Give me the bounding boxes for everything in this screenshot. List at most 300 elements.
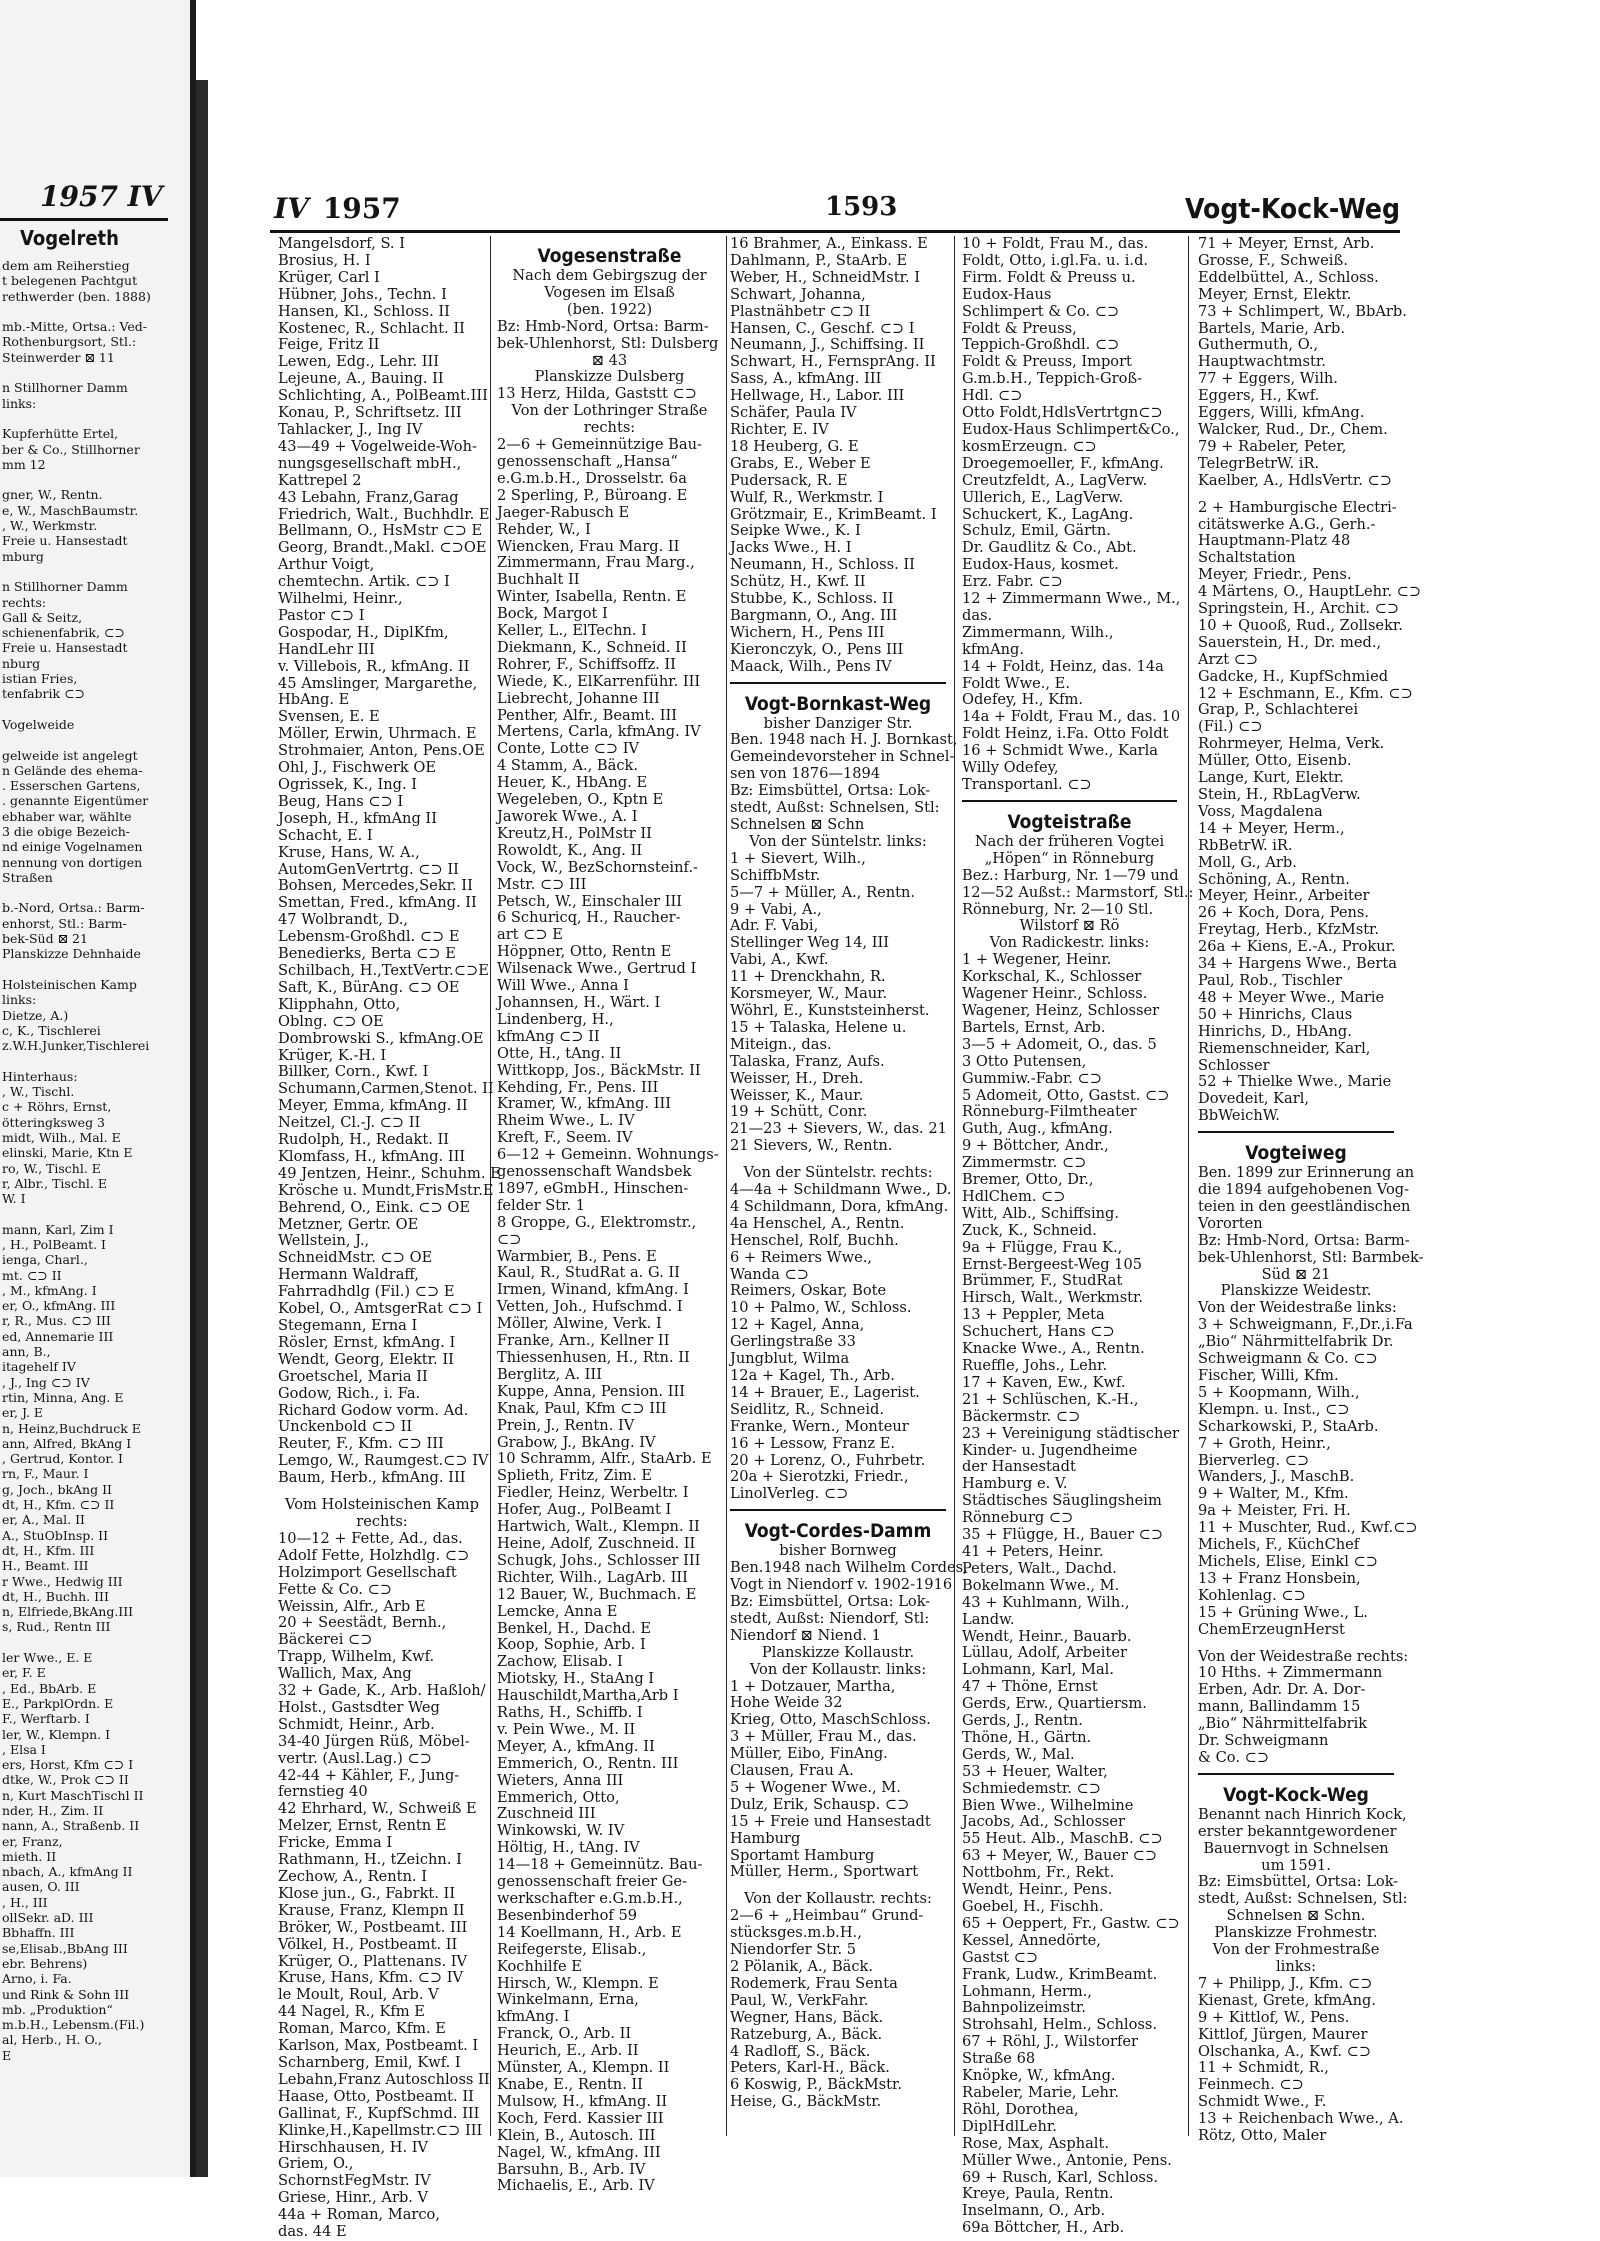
directory-entry: SchiffbMstr.: [730, 866, 821, 884]
left-page-line: midt, Wilh., Mal. E: [2, 1129, 121, 1145]
directory-entry: Bz: Hmb-Nord, Ortsa: Barm-: [1198, 1231, 1410, 1249]
directory-entry: Städtisches Säuglingsheim: [962, 1492, 1162, 1510]
directory-entry: & Co. ⊂⊃: [1198, 1748, 1270, 1766]
left-page-line: b.-Nord, Ortsa.: Barm-: [2, 900, 145, 916]
directory-entry: Meyer, Emma, kfmAng. II: [278, 1097, 468, 1115]
left-page-line: [2, 1635, 168, 1650]
section-caption: Von der Süntelstr. rechts:: [743, 1164, 933, 1182]
directory-entry: das. 44 E: [278, 2223, 347, 2241]
directory-entry: Hdl. ⊂⊃: [962, 387, 1023, 405]
directory-entry: Schacht, E. I: [278, 826, 373, 844]
directory-entry: Eudox-Haus: [962, 285, 1052, 303]
left-page-line: rtin, Minna, Ang. E: [2, 1389, 124, 1405]
directory-entry: Kobel, O., AmtsgerRat ⊂⊃ I: [278, 1300, 483, 1318]
directory-entry: Mertens, Carla, kfmAng. IV: [497, 723, 701, 741]
directory-entry: Wiede, K., ElKarrenführ. III: [497, 672, 701, 690]
directory-entry: Jacobs, Ad., Schlosser: [962, 1813, 1126, 1831]
directory-entry: Nagel, W., kfmAng. III: [497, 2143, 661, 2161]
directory-entry: Gastst ⊂⊃: [962, 1948, 1039, 1966]
left-page-line: dem am Reiherstieg: [2, 258, 130, 273]
section-caption: Planskizze Weidestr.: [1220, 1282, 1372, 1300]
left-page-line: Holsteinischen Kamp: [2, 976, 137, 992]
directory-entry: Otto Foldt,HdlsVertrtgn⊂⊃: [962, 404, 1163, 422]
page-header: [270, 192, 1400, 228]
directory-entry: Bahnpolizeimstr.: [962, 1999, 1086, 2017]
directory-entry: 35 + Flügge, H., Bauer ⊂⊃: [962, 1526, 1164, 1544]
directory-entry: 44a + Roman, Marco,: [278, 2206, 440, 2224]
directory-entry: ChemErzeugnHerst: [1198, 1620, 1345, 1638]
directory-entry: 12—52 Außst.: Marmstorf, Stl.:: [962, 883, 1194, 901]
directory-entry: Smettan, Fred., kfmAng. II: [278, 894, 477, 912]
left-page-line: r Wwe., Hedwig III: [2, 1573, 123, 1589]
directory-entry: 14 Koellmann, H., Arb. E: [497, 1923, 682, 1941]
directory-entry: fernstieg 40: [278, 1783, 368, 1801]
directory-entry: TelegrBetrW. iR.: [1198, 454, 1320, 472]
street-title: Vogt-Kock-Weg: [1223, 1783, 1369, 1806]
left-page-line: [2, 564, 168, 579]
directory-entry: Straße 68: [962, 2050, 1036, 2068]
directory-entry: Sauerstein, H., Dr. med.,: [1198, 633, 1382, 651]
directory-entry: Hauschildt,Martha,Arb I: [497, 1687, 679, 1705]
directory-entry: Wanders, J., MaschB.: [1198, 1468, 1355, 1486]
section-caption: Nach der früheren Vogtei: [974, 832, 1165, 850]
directory-entry: 20a + Sierotzki, Friedr.,: [730, 1468, 909, 1486]
directory-entry: Wendt, Heinr., Bauarb.: [962, 1627, 1132, 1645]
directory-entry: genossenschaft „Hansa“: [497, 452, 678, 470]
directory-entry: Adolf Fette, Holzhdlg. ⊂⊃: [278, 1546, 470, 1564]
directory-entry: Hirschhausen, H. IV: [278, 2138, 429, 2156]
directory-entry: Conte, Lotte ⊂⊃ IV: [497, 740, 640, 758]
directory-entry: Fricke, Emma I: [278, 1834, 393, 1852]
left-page-line: gelweide ist angelegt: [2, 747, 138, 763]
directory-entry: Möller, Alwine, Verk. I: [497, 1315, 662, 1333]
directory-entry: DiplHdlLehr.: [962, 2117, 1057, 2135]
directory-entry: Grosse, F., Schweiß.: [1198, 251, 1348, 269]
directory-entry: bek-Uhlenhorst, Stl: Barmbek-: [1198, 1248, 1424, 1266]
directory-entry: 79 + Rabeler, Peter,: [1198, 437, 1347, 455]
directory-entry: Schumann,Carmen,Stenot. II: [278, 1080, 494, 1098]
directory-entry: Dr. Gaudlitz & Co., Abt.: [962, 539, 1137, 557]
directory-entry: Rohrer, F., Schiffsoffz. II: [497, 655, 676, 673]
directory-entry: Inselmann, O., Arb.: [962, 2202, 1106, 2220]
directory-entry: Henschel, Rolf, Buchh.: [730, 1231, 899, 1249]
directory-entry: 69 + Rusch, Karl, Schloss.: [962, 2168, 1158, 2186]
left-page-line: H., Beamt. III: [2, 1558, 89, 1574]
section-caption: „Höpen“ in Rönneburg: [984, 849, 1155, 867]
directory-entry: Wagener Heinr., Schloss.: [962, 985, 1148, 1003]
directory-entry: Schütz, H., Kwf. II: [730, 573, 866, 591]
left-page-line: dt, H., Buchh. III: [2, 1588, 109, 1604]
left-page-line: E: [2, 2047, 12, 2063]
directory-entry: Lebensm-Großhdl. ⊂⊃ E: [278, 928, 460, 946]
directory-entry: Seidlitz, R., Schneid.: [730, 1400, 884, 1418]
left-page-line: Planskizze Dehnhaide: [2, 946, 141, 962]
directory-entry: 10—12 + Fette, Ad., das.: [278, 1529, 463, 1547]
left-page-line: dt, H., Kfm. ⊂⊃ II: [2, 1497, 115, 1513]
directory-entry: Irmen, Winand, kfmAng. I: [497, 1281, 689, 1299]
left-page-line: n Gelände des ehema-: [2, 762, 143, 778]
directory-entry: kfmAng. I: [497, 2008, 570, 2026]
directory-entry: Wallich, Max, Ang: [278, 1665, 412, 1683]
directory-entry: Foldt Wwe., E.: [962, 674, 1070, 692]
street-title: Vogteistraße: [1007, 810, 1132, 833]
directory-entry: BbWeichW.: [1198, 1107, 1280, 1125]
directory-entry: Otte, H., tAng. II: [497, 1044, 622, 1062]
directory-entry: vertr. (Ausl.Lag.) ⊂⊃: [278, 1749, 432, 1767]
left-page-line: nennung von dortigen: [2, 854, 143, 870]
directory-entry: Kohlenlag. ⊂⊃: [1198, 1586, 1306, 1604]
directory-entry: Roman, Marco, Kfm. E: [278, 2020, 446, 2038]
directory-entry: Arzt ⊂⊃: [1198, 650, 1259, 668]
left-page-line: ollSekr. aD. III: [2, 1910, 94, 1926]
directory-entry: Miotsky, H., StaAng I: [497, 1670, 655, 1688]
left-page-line: ers, Horst, Kfm ⊂⊃ I: [2, 1757, 134, 1773]
directory-entry: 10 Hths. + Zimmermann: [1198, 1664, 1383, 1682]
section-caption: Benannt nach Hinrich Kock,: [1198, 1805, 1407, 1823]
directory-entry: Baum, Herb., kfmAng. III: [278, 1469, 466, 1487]
directory-entry: Kreft, F., Seem. IV: [497, 1129, 633, 1147]
left-page-line: Rothenburgsort, Stl.:: [2, 334, 137, 350]
directory-entry: Gallinat, F., KupfSchmd. III: [278, 2104, 480, 2122]
directory-entry: Schuckert, K., LagAng.: [962, 505, 1134, 523]
directory-entry: Heine, Adolf, Zuschneid. II: [497, 1534, 696, 1552]
directory-entry: 4—4a + Schildmann Wwe., D.: [730, 1181, 952, 1199]
directory-entry: Wiencken, Frau Marg. II: [497, 537, 680, 555]
directory-entry: 13 + Reichenbach Wwe., A.: [1198, 2110, 1404, 2128]
directory-entry: Holzimport Gesellschaft: [278, 1563, 457, 1581]
left-page-line: er, J. E: [2, 1405, 44, 1421]
directory-entry: Münster, A., Klempn. II: [497, 2059, 670, 2077]
section-caption: rechts:: [356, 1512, 408, 1530]
directory-entry: Winkelmann, Erna,: [497, 1991, 639, 2009]
directory-entry: „Bio“ Nährmittelfabrik Dr.: [1198, 1333, 1394, 1351]
directory-entry: 44 Nagel, R., Kfm E: [278, 2003, 425, 2021]
directory-entry: Schmidt, Heinr., Arb.: [278, 1715, 435, 1733]
directory-entry: Ernst-Bergeest-Weg 105: [962, 1255, 1143, 1273]
left-page-line: schienenfabrik, ⊂⊃: [2, 625, 125, 641]
directory-entry: Friedrich, Walt., Buchhdlr. E: [278, 505, 490, 523]
directory-entry: Freytag, Herb., KfzMstr.: [1198, 921, 1380, 939]
directory-entry: (Fil.) ⊂⊃: [1198, 718, 1263, 736]
left-page-line: Arno, i. Fa.: [2, 1971, 72, 1987]
directory-entry: Wanda ⊂⊃: [730, 1265, 809, 1283]
directory-entry: 4 Stamm, A., Bäck.: [497, 757, 638, 775]
left-page-line: links:: [2, 395, 37, 411]
directory-entry: Griese, Hinr., Arb. V: [278, 2189, 429, 2207]
directory-entry: Weber, H., SchneidMstr. I: [730, 268, 921, 286]
directory-entry: 1897, eGmbH., Hinschen-: [497, 1179, 689, 1197]
directory-entry: Eggers, H., Kwf.: [1198, 387, 1320, 405]
left-page-line: [2, 732, 168, 747]
directory-entry: Möller, Erwin, Uhrmach. E: [278, 725, 477, 743]
directory-entry: Gummiw.-Fabr. ⊂⊃: [962, 1069, 1103, 1087]
directory-entry: Michels, Elise, Einkl ⊂⊃: [1198, 1552, 1378, 1570]
left-page-line: mb.-Mitte, Ortsa.: Ved-: [2, 319, 148, 335]
left-page-line: ber & Co., Stillhorner: [2, 441, 140, 457]
directory-entry: Arthur Voigt,: [278, 556, 375, 574]
directory-entry: Schlichting, A., PolBeamt.III: [278, 387, 488, 405]
directory-entry: 43 Lebahn, Franz,Garag: [278, 488, 459, 506]
left-page-street-title: Vogelreth: [20, 226, 119, 250]
directory-entry: Creutzfeldt, A., LagVerw.: [962, 471, 1148, 489]
directory-entry: Gospodar, H., DiplKfm,: [278, 623, 449, 641]
left-page-line: istian Fries,: [2, 671, 78, 687]
left-page-line: mann, Karl, Zim I: [2, 1221, 114, 1237]
left-page-line: r, R., Mus. ⊂⊃ III: [2, 1313, 111, 1329]
left-page-line: dt, H., Kfm. III: [2, 1542, 95, 1558]
directory-entry: Hofer, Aug., PolBeamt I: [497, 1501, 672, 1519]
directory-entry: Grötzmair, E., KrimBeamt. I: [730, 505, 937, 523]
directory-entry: Konau, P., Schriftsetz. III: [278, 404, 462, 422]
directory-entry: 14 + Brauer, E., Lagerist.: [730, 1383, 920, 1401]
directory-entry: Ogrissek, K., Ing. I: [278, 776, 418, 793]
left-page-line: , Ed., BbArb. E: [2, 1680, 97, 1696]
directory-entry: 16 + Lessow, Franz E.: [730, 1434, 896, 1452]
directory-entry: felder Str. 1: [497, 1196, 586, 1214]
directory-entry: Peters, Walt., Dachd.: [962, 1559, 1117, 1577]
directory-entry: Krüger, K.-H. I: [278, 1046, 387, 1064]
left-page-line: W. I: [2, 1191, 26, 1207]
directory-entry: 19 + Schütt, Conr.: [730, 1103, 868, 1121]
header-roman: IV: [274, 192, 309, 225]
directory-entry: Hansen, C., Geschf. ⊂⊃ I: [730, 319, 915, 337]
left-page-line: Freie u. Hansestadt: [2, 640, 128, 656]
directory-entry: Schilbach, H.,TextVertr.⊂⊃E: [278, 961, 489, 979]
left-page-line: gner, W., Rentn.: [2, 487, 103, 503]
directory-entry: Voss, Magdalena: [1198, 802, 1323, 820]
directory-entry: Saft, K., BürAng. ⊂⊃ OE: [278, 978, 460, 996]
directory-entry: Dulz, Erik, Schausp. ⊂⊃: [730, 1795, 910, 1813]
directory-entry: Erz. Fabr. ⊂⊃: [962, 573, 1063, 591]
directory-entry: Franke, Arn., Kellner II: [497, 1332, 670, 1350]
street-title: Vogteiweg: [1245, 1142, 1347, 1165]
directory-entry: Sportamt Hamburg: [730, 1846, 875, 1864]
directory-entry: 9 + Vabi, A.,: [730, 900, 822, 918]
directory-entry: Jacks Wwe., H. I: [730, 539, 852, 557]
directory-entry: Erben, Adr. Dr. A. Dor-: [1198, 1681, 1366, 1699]
section-caption: ⊠ 43: [591, 351, 628, 369]
directory-entry: Feige, Fritz II: [278, 336, 380, 354]
directory-entry: 18 Heuberg, G. E: [730, 437, 859, 455]
column-divider: [954, 236, 955, 2136]
left-page-line: [2, 885, 168, 900]
directory-entry: stedt, Außst: Schnelsen, Stl:: [730, 799, 940, 817]
directory-entry: 6 Koswig, P., BäckMstr.: [730, 2076, 903, 2094]
directory-entry: Droegemoeller, F., kfmAng.: [962, 454, 1164, 472]
directory-entry: Gadcke, H., KupfSchmied: [1198, 667, 1389, 685]
directory-entry: Rönneburg-Filmtheater: [962, 1103, 1137, 1121]
left-page-line: er, O., kfmAng. III: [2, 1298, 116, 1314]
directory-entry: Niendorfer Str. 5: [730, 1941, 857, 1959]
directory-entry: Melzer, Ernst, Rentn E: [278, 1817, 447, 1835]
directory-entry: Diekmann, K., Schneid. II: [497, 638, 687, 656]
section-caption: Wilstorf ⊠ Rö: [1019, 917, 1120, 935]
directory-entry: Wegner, Hans, Bäck.: [730, 2008, 884, 2026]
left-page-header: 1957 IV: [40, 180, 163, 213]
directory-entry: Müller Wwe., Antonie, Pens.: [962, 2151, 1172, 2169]
section-caption: Von der Weidestraße links:: [1198, 1299, 1397, 1317]
directory-entry: 47 Wolbrandt, D.,: [278, 911, 409, 929]
directory-entry: Benedierks, Berta ⊂⊃ E: [278, 945, 456, 963]
directory-entry: 3 + Schweigmann, F.,Dr.,i.Fa: [1198, 1316, 1413, 1334]
directory-entry: 5 + Koopmann, Wilh.,: [1198, 1383, 1360, 1401]
directory-entry: Ben. 1899 zur Erinnerung an: [1198, 1164, 1415, 1182]
section-caption: links:: [1276, 1958, 1316, 1975]
directory-entry: Oblng. ⊂⊃ OE: [278, 1012, 384, 1030]
directory-entry: 63 + Meyer, W., Bauer ⊂⊃: [962, 1847, 1158, 1865]
directory-entry: Eggers, Willi, kfmAng.: [1198, 404, 1365, 422]
left-page-line: ro, W., Tischl. E: [2, 1160, 101, 1176]
directory-entry: Dahlmann, P., StaArb. E: [730, 251, 908, 269]
directory-entry: mann, Ballindamm 15: [1198, 1698, 1361, 1716]
header-volume-year: [274, 192, 401, 225]
directory-entry: werkschafter e.G.m.b.H.,: [497, 1890, 683, 1907]
directory-entry: Warmbier, B., Pens. E: [497, 1247, 657, 1265]
directory-entry: Foldt Heinz, i.Fa. Otto Foldt: [962, 725, 1169, 743]
directory-entry: HbAng. E: [278, 691, 350, 709]
directory-entry: 12 + Kagel, Anna,: [730, 1316, 865, 1334]
directory-entry: Bröker, W., Postbeamt. III: [278, 1918, 468, 1936]
directory-entry: LinolVerleg. ⊂⊃: [730, 1485, 849, 1503]
left-page-line: dtke, W., Prok ⊂⊃ II: [2, 1772, 129, 1788]
directory-entry: Bellmann, O., HsMstr ⊂⊃ E: [278, 522, 483, 540]
directory-entry: Müller, Herm., Sportwart: [730, 1863, 919, 1881]
directory-entry: G.m.b.H., Teppich-Groß-: [962, 370, 1143, 388]
directory-entry: Schmidt Wwe., F.: [1198, 2093, 1327, 2111]
directory-entry: genossenschaft Wandsbek: [497, 1163, 692, 1181]
directory-entry: 5—7 + Müller, A., Rentn.: [730, 883, 916, 901]
directory-entry: 15 + Grüning Wwe., L.: [1198, 1603, 1368, 1621]
left-page-line: n Stillhorner Damm: [2, 380, 128, 396]
directory-entry: 15 + Freie und Hansestadt: [730, 1812, 931, 1830]
directory-entry: Ratzeburg, A., Bäck.: [730, 2025, 883, 2043]
directory-entry: Raths, H., Schiffb. I: [497, 1704, 643, 1722]
directory-entry: 4 Schildmann, Dora, kfmAng.: [730, 1197, 949, 1215]
left-page-line: t belegenen Pachtgut: [2, 273, 138, 289]
directory-entry: Krüger, Carl I: [278, 268, 380, 286]
directory-entry: HandLehr III: [278, 640, 375, 658]
directory-entry: Richter, E. IV: [730, 420, 829, 438]
directory-entry: Bz: Hmb-Nord, Ortsa: Barm-: [497, 317, 709, 335]
directory-entry: 14 + Foldt, Heinz, das. 14a: [962, 657, 1164, 675]
directory-entry: Zechow, A., Rentn. I: [278, 1868, 427, 1885]
left-facing-page: [0, 0, 196, 2177]
directory-entry: Strohsahl, Helm., Schloss.: [962, 2016, 1157, 2034]
directory-entry: Jaeger-Rabusch E: [497, 503, 630, 521]
directory-entry: Emmerich, Otto,: [497, 1788, 620, 1806]
directory-entry: Koch, Ferd. Kassier III: [497, 2109, 664, 2127]
directory-entry: Godow, Rich., i. Fa.: [278, 1384, 421, 1402]
directory-entry: Penther, Alfr., Beamt. III: [497, 706, 677, 724]
left-page-line: er, Franz,: [2, 1833, 63, 1849]
directory-entry: Rheim Wwe., L. IV: [497, 1112, 635, 1130]
directory-entry: 3 Otto Putensen,: [962, 1052, 1087, 1070]
directory-entry: Ben.1948 nach Wilhelm Cordes,: [730, 1559, 968, 1577]
directory-entry: Lebahn,Franz Autoschloss II: [278, 2070, 490, 2088]
directory-entry: Metzner, Gertr. OE: [278, 1215, 419, 1233]
directory-entry: Brosius, H. I: [278, 251, 371, 269]
directory-entry: Kochhilfe E: [497, 1957, 582, 1975]
directory-entry: Liebrecht, Johanne III: [497, 689, 660, 707]
left-page-line: ebr. Behrens): [2, 1955, 88, 1971]
directory-entry: Will Wwe., Anna I: [497, 977, 629, 995]
directory-entry: Michaelis, E., Arb. IV: [497, 2177, 655, 2195]
directory-entry: 17 + Kaven, Ew., Kwf.: [962, 1373, 1126, 1391]
directory-entry: 12 Bauer, W., Buchmach. E: [497, 1585, 697, 1603]
directory-entry: Hamburg e. V.: [962, 1475, 1068, 1493]
left-page-line: nann, A., Straßenb. II: [2, 1818, 140, 1834]
directory-entry: 16 Brahmer, A., Einkass. E: [730, 235, 928, 252]
directory-entry: stücksges.m.b.H.,: [730, 1924, 862, 1942]
directory-entry: Michels, F., KüchChef: [1198, 1536, 1360, 1554]
left-page-line: Straßen: [2, 869, 53, 885]
directory-entry: 3 + Müller, Frau M., das.: [730, 1728, 917, 1746]
directory-entry: 4 Märtens, O., HauptLehr. ⊂⊃: [1198, 583, 1422, 601]
directory-column-3: [730, 235, 968, 2136]
directory-entry: Jungblut, Wilma: [730, 1350, 850, 1368]
directory-entry: Klinke,H.,Kapellmstr.⊂⊃ III: [278, 2121, 483, 2139]
directory-entry: 1 + Wegener, Heinr.: [962, 951, 1112, 969]
left-page-line: und Rink & Sohn III: [2, 1986, 130, 2002]
directory-entry: Schwart, Johanna,: [730, 285, 866, 303]
directory-entry: ⊂⊃: [497, 1230, 522, 1248]
directory-entry: Weisser, K., Maur.: [730, 1086, 864, 1104]
directory-entry: Hermann Waldraff,: [278, 1266, 419, 1284]
directory-entry: 6—12 + Gemeinn. Wohnungs-: [497, 1146, 719, 1164]
directory-entry: Holst., Gastsdter Weg: [278, 1698, 440, 1716]
left-page-line: Bbhaffn. III: [2, 1925, 75, 1941]
directory-entry: Krause, Franz, Klempn II: [278, 1901, 465, 1919]
directory-entry: bek-Uhlenhorst, Stl: Dulsberg: [497, 334, 719, 352]
directory-entry: Zimmermann, Frau Marg.,: [497, 554, 695, 572]
directory-entry: Kruse, Hans, Kfm. ⊂⊃ IV: [278, 1969, 464, 1987]
header-rule: [270, 230, 1400, 233]
directory-entry: Teppich-Großhdl. ⊂⊃: [962, 336, 1120, 354]
left-page-line: mm 12: [2, 456, 46, 472]
directory-column-2: [497, 236, 722, 2195]
directory-entry: Kinder- u. Jugendheime: [962, 1441, 1138, 1459]
directory-entry: Fischer, Willi, Kfm.: [1198, 1367, 1339, 1384]
directory-entry: Knacke Wwe., A., Rentn.: [962, 1340, 1145, 1358]
directory-entry: Ben. 1948 nach H. J. Bornkast,: [730, 731, 958, 749]
left-page-line: m.b.H., Lebensm.(Fil.): [2, 2017, 145, 2033]
directory-entry: Mangelsdorf, S. I: [278, 235, 405, 252]
left-page-line: , H., PolBeamt. I: [2, 1237, 106, 1252]
directory-entry: Hirsch, Walt., Werkmstr.: [962, 1289, 1144, 1307]
directory-entry: Groetschel, Maria II: [278, 1367, 428, 1385]
left-page-line: n Stillhorner Damm: [2, 579, 128, 595]
section-caption: Planskizze Frohmestr.: [1214, 1924, 1378, 1942]
directory-entry: Korkschal, K., Schlosser: [962, 968, 1142, 986]
directory-entry: Meyer, Friedr., Pens.: [1198, 566, 1352, 584]
directory-entry: Lüllau, Adolf, Arbeiter: [962, 1644, 1127, 1662]
street-title: Vogt-Cordes-Damm: [744, 1520, 932, 1543]
directory-entry: Eudox-Haus, kosmet.: [962, 556, 1119, 574]
directory-entry: Richard Godow vorm. Ad.: [278, 1401, 469, 1419]
directory-entry: 49 Jentzen, Heinr., Schuhm. E: [278, 1164, 501, 1182]
column-divider: [1188, 236, 1189, 2136]
directory-entry: Wöhrl, E., Kunststeinherst.: [730, 1001, 930, 1019]
left-page-line: mburg: [2, 548, 44, 564]
directory-entry: Bokelmann Wwe., M.: [962, 1576, 1120, 1594]
directory-entry: 3—5 + Adomeit, O., das. 5: [962, 1035, 1157, 1053]
directory-entry: Zachow, Elisab. I: [497, 1653, 623, 1671]
directory-entry: 11 + Schmidt, R.,: [1198, 2059, 1329, 2077]
directory-entry: Bierverleg. ⊂⊃: [1198, 1451, 1310, 1469]
directory-entry: Knak, Paul, Kfm ⊂⊃ III: [497, 1399, 667, 1417]
directory-entry: Barsuhn, B., Arb. IV: [497, 2160, 646, 2178]
column-divider: [490, 236, 491, 2136]
